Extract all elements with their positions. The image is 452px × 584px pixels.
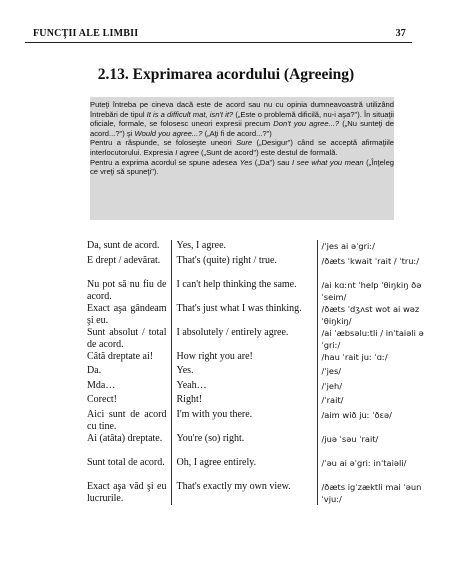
table-row — [86, 327, 438, 351]
table-row — [86, 279, 438, 303]
pronunciation: /ðæts ˈkwait ˈrait / ˈtruː/ — [317, 255, 438, 279]
intro-example: I see what you mean — [292, 157, 364, 167]
intro-text: Pentru a exprima acordul se spune adesea — [90, 157, 240, 167]
pronunciation: /ai ˈæbsəluːtli / inˈtaiəli əˈgriː/ — [317, 327, 438, 351]
table-row — [86, 240, 438, 255]
romanian-phrase: Nu pot să nu fiu de acord. — [87, 278, 167, 302]
romanian-phrase: Sunt total de acord. — [87, 456, 165, 468]
english-phrase: Yes. — [171, 365, 317, 380]
phrase-table-body — [86, 240, 438, 505]
pronunciation: /ˈjes ai əˈgriː/ — [317, 240, 438, 255]
intro-text: („Desigur") când se acceptă afirmaţiile interlocutorului. Expresia — [90, 138, 394, 157]
intro-paragraph — [90, 158, 394, 177]
romanian-phrase: Da, sunt de acord. — [87, 240, 160, 251]
intro-text: Puteţi întreba pe cineva dacă este de acord sau nu cu opinia dumneavoastră utilizând întrebări de tipul — [90, 100, 394, 119]
romanian-phrase: E drept / adevărat. — [87, 254, 161, 266]
english-phrase: How right you are! — [171, 351, 317, 366]
romanian-phrase: Sunt absolut / total de acord. — [87, 326, 167, 350]
table-row — [86, 351, 438, 366]
intro-text: Pentru a răspunde, se foloseşte uneori — [90, 138, 237, 148]
english-phrase: Oh, I agree entirely. — [171, 457, 317, 481]
pronunciation: /ai kɑːnt ˈhelp ˈθiŋkiŋ ðə ˈseim/ — [317, 279, 438, 303]
section-title: 2.13. Exprimarea acordului (Agreeing) — [97, 66, 355, 83]
english-phrase: That's exactly my own view. — [171, 481, 317, 505]
english-phrase: Right! — [171, 394, 317, 409]
intro-paragraph — [90, 100, 394, 138]
romanian-phrase: Câtă dreptate ai! — [87, 350, 154, 362]
english-phrase: I'm with you there. — [171, 409, 317, 433]
table-row — [86, 380, 438, 395]
intro-paragraph — [90, 138, 394, 157]
phrase-table — [86, 240, 438, 505]
intro-example: Yes — [239, 157, 253, 167]
table-row — [86, 255, 438, 279]
romanian-phrase: Corect! — [87, 394, 117, 405]
intro-box — [90, 97, 394, 220]
table-row — [86, 409, 438, 433]
intro-example: Would you agree...? — [134, 128, 203, 138]
intro-text: („Aţi fi de acord...?") — [202, 128, 272, 138]
table-row — [86, 457, 438, 481]
pronunciation: /juə ˈsəu ˈrait/ — [317, 433, 438, 457]
table-row — [86, 394, 438, 409]
english-phrase: Yeah… — [171, 380, 317, 395]
intro-text: („Este o problemă dificilă, nu-i aşa?"). În situaţii oficiale, formale, se folosesc uneori expresii precum — [90, 109, 394, 129]
pronunciation: /ˈjes/ — [317, 365, 438, 380]
english-phrase: Yes, I agree. — [171, 240, 317, 255]
intro-text: („Da") sau — [252, 157, 293, 167]
romanian-phrase: Exact aşa gândeam şi eu. — [87, 302, 167, 326]
pronunciation: /ðæts ˈdʒʌst wot ai wəz ˈθiŋkiŋ/ — [317, 303, 438, 327]
romanian-phrase: Ai (atâta) dreptate. — [87, 432, 163, 444]
pronunciation: /ˈrait/ — [317, 394, 438, 409]
running-title: FUNCŢII ALE LIMBII — [33, 28, 139, 39]
intro-text: („Nu sunteţi de acord...?") şi — [90, 119, 395, 138]
intro-text: („Sunt de acord") este destul de formală. — [198, 147, 338, 157]
intro-example: It is a difficult mat, isn't it? — [146, 109, 234, 119]
table-row — [86, 365, 438, 380]
intro-example: Sure — [236, 138, 253, 148]
intro-text: („Înţeleg ce vreţi să spuneţi"). — [90, 157, 395, 177]
table-row — [86, 433, 438, 457]
page-number: 37 — [395, 28, 406, 39]
pronunciation: /ˈəu ai əˈgriː inˈtaiəli/ — [317, 457, 438, 481]
english-phrase: I can't help thinking the same. — [171, 279, 317, 303]
table-row — [86, 303, 438, 327]
intro-example: Don't you agree...? — [273, 119, 340, 129]
english-phrase: That's (quite) right / true. — [171, 255, 317, 279]
table-row — [86, 481, 438, 505]
english-phrase: I absolutely / entirely agree. — [171, 327, 317, 351]
english-phrase: That's just what I was thinking. — [171, 303, 317, 327]
intro-example: I agree — [175, 147, 199, 157]
pronunciation: /ˈjeh/ — [317, 380, 438, 395]
pronunciation: /hau ˈrait juː ˈɑː/ — [317, 351, 438, 366]
running-header — [25, 26, 412, 43]
romanian-phrase: Da. — [87, 365, 102, 376]
romanian-phrase: Aici sunt de acord cu tine. — [87, 408, 167, 432]
pronunciation: /aim wið juː ˈðɛə/ — [317, 409, 438, 433]
pronunciation: /ðæts igˈzæktli mai ˈəun ˈvjuː/ — [317, 481, 438, 505]
romanian-phrase: Exact aşa văd şi eu lucrurile. — [87, 480, 167, 504]
romanian-phrase: Mda… — [87, 379, 116, 391]
english-phrase: You're (so) right. — [171, 433, 317, 457]
